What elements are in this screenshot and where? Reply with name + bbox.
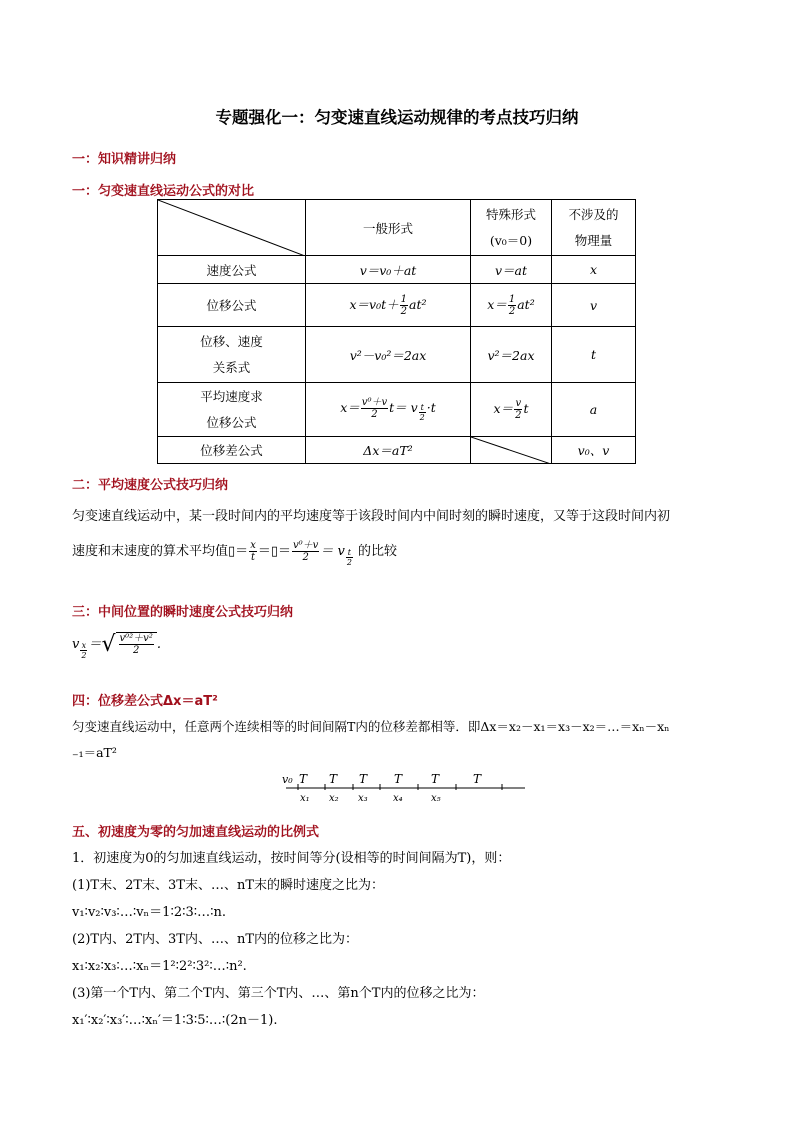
- denominator: 2: [346, 558, 352, 567]
- header-general: 一般形式: [306, 200, 471, 256]
- row-general: Δx＝aT²: [306, 437, 471, 464]
- numerator: x: [81, 641, 87, 650]
- section5-line: (2)T内、2T内、3T内、…、nT内的位移之比为：: [72, 932, 359, 947]
- denominator: 2: [302, 552, 309, 563]
- fraction: [400, 294, 408, 317]
- period: .: [156, 637, 161, 652]
- row-general: [306, 284, 471, 327]
- diagram-x-label: x₂: [329, 793, 339, 804]
- fraction: [249, 540, 257, 563]
- subscript-fraction: [419, 403, 426, 422]
- denominator: 2: [419, 413, 425, 422]
- formula-table: [157, 199, 636, 464]
- section2-paragraph: 匀变速直线运动中，某一段时间内的平均速度等于该段时间内中间时刻的瞬时速度，又等于这段时间内初: [72, 509, 671, 524]
- diagram-T: T: [299, 772, 308, 786]
- sqrt-body: [116, 632, 157, 656]
- row-name-b: 关系式: [212, 359, 251, 375]
- section1-sub-heading: 一：匀变速直线运动公式的对比: [72, 184, 255, 199]
- row-missing: v: [552, 284, 636, 327]
- formula-part: at²: [409, 296, 427, 312]
- row-name: 位移公式: [158, 284, 306, 327]
- formula-part: at²: [517, 296, 535, 312]
- numerator: v⁰＋v: [293, 540, 319, 551]
- numerator: v⁰²＋v²: [119, 633, 153, 644]
- row-general: v＝v₀＋at: [306, 256, 471, 284]
- fraction: [514, 398, 522, 421]
- formula-part: t: [523, 401, 529, 416]
- row-general: [306, 383, 471, 437]
- diagram-T: T: [329, 772, 338, 786]
- diagonal-cell: [158, 200, 306, 256]
- numerator: 1: [508, 293, 516, 305]
- section5-line: 1．初速度为0的匀加速直线运动，按时间等分(设相等的时间间隔为T)，则：: [72, 851, 511, 866]
- row-name-b: 位移公式: [206, 414, 257, 430]
- section3-heading: 三：中间位置的瞬时速度公式技巧归纳: [72, 605, 294, 620]
- denominator: 2: [132, 645, 140, 656]
- section2-heading: 二：平均速度公式技巧归纳: [72, 478, 229, 493]
- formula-part: x＝v₀t＋: [349, 296, 399, 312]
- subscript-fraction: [80, 641, 87, 660]
- row-special-empty: [471, 437, 552, 464]
- row-name: 速度公式: [158, 256, 306, 284]
- section5-line: v₁∶v₂∶v₃∶…∶vₙ＝1∶2∶3∶…∶n.: [72, 905, 227, 920]
- fraction: [361, 397, 388, 420]
- formula-part: x＝: [340, 400, 360, 415]
- row-name-a: 平均速度求: [200, 388, 263, 404]
- header-special-label: 特殊形式: [485, 206, 536, 222]
- diagram-x-label: x₃: [358, 793, 368, 804]
- row-missing: a: [552, 383, 636, 437]
- section5-heading: 五、初速度为零的匀加速直线运动的比例式: [72, 825, 320, 840]
- diagram-T: T: [431, 772, 440, 786]
- numerator: x: [250, 540, 256, 551]
- denominator: 2: [508, 305, 516, 317]
- denominator: 2: [515, 410, 522, 421]
- header-special: [471, 200, 552, 256]
- diagram-x-label: x₄: [393, 793, 403, 804]
- mean-v-symbol: ▯: [270, 544, 278, 559]
- eq: ＝: [257, 544, 271, 559]
- section5-line: (1)T末、2T末、3T末、…、nT末的瞬时速度之比为：: [72, 878, 385, 893]
- formula-part: x＝: [487, 296, 507, 312]
- section5-line: x₁∶x₂∶x₃∶…∶xₙ＝1²∶2²∶3²∶…∶n².: [72, 959, 247, 974]
- fraction: [119, 633, 154, 656]
- text: 的比较: [353, 544, 398, 559]
- diagram-T: T: [473, 772, 482, 786]
- row-missing: t: [552, 327, 636, 383]
- row-missing: x: [552, 256, 636, 284]
- eq: ＝: [278, 544, 292, 559]
- eq: ＝ v: [320, 544, 345, 559]
- numerator: v⁰＋v: [361, 397, 388, 408]
- section4-text1: 匀变速直线运动中，任意两个连续相等的时间间隔T内的位移差都相等．即Δx＝x₂－x₁＝x₃－x₂＝…＝xₙ－xₙ: [72, 719, 670, 734]
- mean-v-symbol: ▯: [228, 544, 236, 559]
- row-special: [471, 383, 552, 437]
- fraction: [508, 294, 516, 317]
- diagram-T: T: [359, 772, 368, 786]
- formula-part: ·t: [426, 400, 436, 415]
- row-name: [158, 383, 306, 437]
- section5-line: x₁′∶x₂′∶x₃′∶…∶xₙ′＝1∶3∶5∶…∶(2n－1).: [72, 1013, 278, 1028]
- row-special: v＝at: [471, 256, 552, 284]
- row-special: v²＝2ax: [471, 327, 552, 383]
- row-missing: v₀、v: [552, 437, 636, 464]
- eq: ＝: [88, 637, 102, 652]
- row-general: v²－v₀²＝2ax: [306, 327, 471, 383]
- numerator: 1: [400, 293, 408, 305]
- header-missing-b: 物理量: [574, 232, 613, 248]
- row-name-a: 位移、速度: [200, 333, 263, 349]
- header-special-cond: (v₀＝0): [489, 232, 533, 248]
- formula-part: x＝: [493, 401, 514, 416]
- numerator: t: [347, 548, 351, 557]
- formula-part: t＝ v: [389, 400, 418, 415]
- header-missing: [552, 200, 636, 256]
- section4-heading: 四：位移差公式Δx＝aT²: [72, 694, 218, 709]
- denominator: 2: [400, 305, 408, 317]
- denominator: 2: [371, 409, 378, 420]
- section2-formula-line: [72, 540, 397, 567]
- denominator: 2: [81, 651, 87, 660]
- section4-text2: ₋₁＝aT²: [72, 745, 117, 760]
- section5-line: (3)第一个T内、第二个T内、第三个T内、…、第n个T内的位移之比为：: [72, 986, 485, 1001]
- diagonal-line: [158, 200, 305, 256]
- displacement-diagram: [280, 766, 530, 806]
- row-name: 位移差公式: [158, 437, 306, 464]
- text: 速度和末速度的算术平均值: [72, 544, 229, 559]
- diagram-x-label: x₅: [431, 793, 441, 804]
- diagram-T: T: [394, 772, 403, 786]
- numerator: v: [515, 398, 522, 409]
- sqrt-icon: √: [101, 632, 116, 657]
- diagram-x-label: x₁: [300, 793, 310, 804]
- section1-heading: 一：知识精讲归纳: [72, 152, 177, 167]
- fraction: [292, 540, 319, 563]
- header-missing-a: 不涉及的: [568, 206, 619, 222]
- subscript-fraction: [346, 548, 353, 567]
- page-title: 专题强化一：匀变速直线运动规律的考点技巧归纳: [215, 108, 579, 127]
- v-symbol: v: [72, 637, 80, 652]
- diagram-v0: v₀: [282, 773, 293, 786]
- denominator: t: [250, 552, 256, 563]
- row-name: [158, 327, 306, 383]
- numerator: t: [420, 403, 424, 412]
- eq: ＝: [235, 544, 249, 559]
- row-special: [471, 284, 552, 327]
- diagonal-line: [471, 437, 551, 464]
- section3-formula: [72, 632, 161, 660]
